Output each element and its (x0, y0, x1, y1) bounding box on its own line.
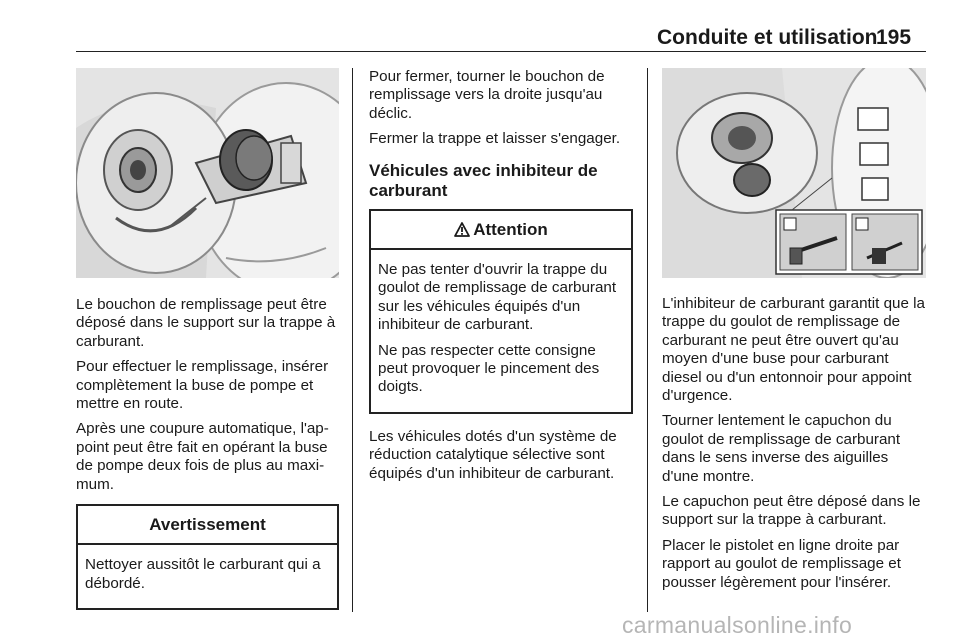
attention-box (369, 209, 633, 414)
paragraph: Le bouchon de remplissage peut être déposé dans le support sur la trappe à carburant. (76, 296, 336, 350)
attention-box-header (371, 211, 631, 250)
paragraph: Tourner lentement le capuchon du goulot de remplissage de carburant dans le sens inverse des aiguilles d'une montre. (662, 412, 901, 485)
column-divider-left (352, 68, 353, 612)
section-subheading: Véhicules avec inhibiteur de carburant (369, 160, 598, 200)
fuel-cap-illustration (76, 68, 339, 278)
paragraph: Fermer la trappe et laisser s'engager. (369, 130, 621, 148)
paragraph: Pour fermer, tourner le bouchon de remplissage vers la droite jusqu'au déclic. (369, 68, 605, 122)
paragraph: Le capuchon peut être déposé dans le support sur la trappe à carburant. (662, 493, 921, 529)
page-header-title: Conduite et utilisation (657, 26, 878, 49)
paragraph: Pour effectuer le remplissage, insérer complètement la buse de pompe et mettre en route. (76, 358, 329, 413)
paragraph: Après une coupure automatique, l'appoint peut être fait en opérant la buse de pompe deux fois de plus au maximum. (76, 420, 329, 493)
warning-box-title: Avertissement (78, 506, 337, 545)
header-rule (76, 51, 926, 52)
left-column (76, 68, 339, 610)
warning-triangle-icon (454, 221, 470, 239)
paragraph: Les véhicules dotés d'un système de réduction catalytique sélective sont équipés d'un inhibiteur de carburant. (369, 427, 617, 482)
right-column (662, 68, 926, 599)
middle-column (369, 68, 633, 490)
attention-box-title: Attention (473, 219, 548, 239)
fuel-inhibitor-illustration (662, 68, 926, 278)
attention-paragraph: Ne pas tenter d'ouvrir la trappe du goulot de remplissage de carburant sur les véhicules équipés d'un inhibiteur de carburant. (378, 261, 617, 334)
paragraph: L'inhibiteur de carburant garantit que la trappe du goulot de remplissage de carburant ne peut être ouvert qu'au moyen d'une buse pour carburant diesel ou d'un entonnoir pour appoint d'urgence. (662, 295, 925, 405)
warning-box-text: Nettoyer aussitôt le carburant qui a débordé. (85, 556, 321, 592)
watermark: carmanualsonline.info (622, 612, 853, 638)
column-divider-right (647, 68, 648, 612)
warning-box (76, 504, 339, 610)
paragraph: Placer le pistolet en ligne droite par rapport au goulot de remplissage et pousser légèrement pour l'insérer. (662, 536, 901, 591)
page-number: 195 (876, 26, 912, 49)
attention-paragraph: Ne pas respecter cette consigne peut provoquer le pincement des doigts. (378, 341, 600, 396)
